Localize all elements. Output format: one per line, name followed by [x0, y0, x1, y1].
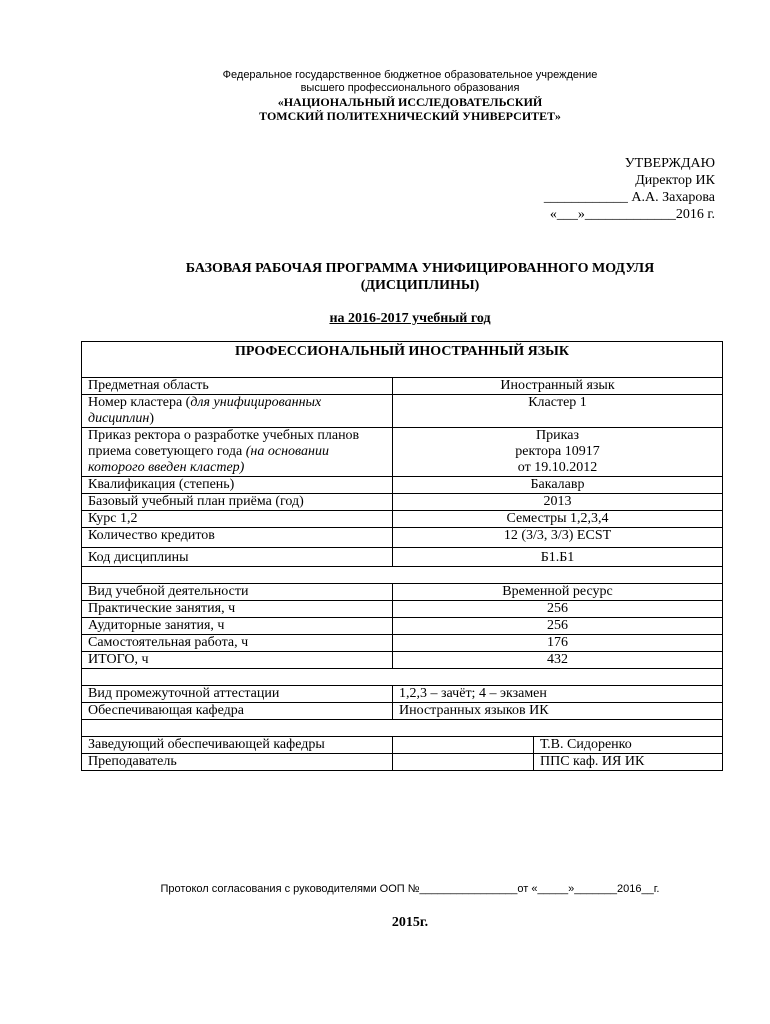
plan-label: Базовый учебный план приёма (год) — [82, 494, 393, 511]
independent-label: Самостоятельная работа, ч — [82, 635, 393, 652]
table-row — [82, 584, 723, 601]
teacher-value: ППС каф. ИЯ ИК — [534, 754, 723, 771]
independent-value: 176 — [393, 635, 723, 652]
approval-date: «___»_____________2016 г. — [549, 207, 715, 222]
header-line-4: ТОМСКИЙ ПОЛИТЕХНИЧЕСКИЙ УНИВЕРСИТЕТ» — [259, 109, 561, 123]
protocol-line: Протокол согласования с руководителями ООП №________________от «_____»_______2016__г. — [160, 883, 660, 895]
discipline-name: ПРОФЕССИОНАЛЬНЫЙ ИНОСТРАННЫЙ ЯЗЫК — [82, 342, 723, 378]
table-row — [82, 635, 723, 652]
total-label: ИТОГО, ч — [82, 652, 393, 669]
institution-header — [80, 69, 740, 123]
table-row — [82, 652, 723, 669]
table-row — [82, 494, 723, 511]
course-label: Курс 1,2 — [82, 511, 393, 528]
code-value: Б1.Б1 — [393, 548, 723, 567]
credits-label: Количество кредитов — [82, 528, 393, 548]
head-label: Заведующий обеспечивающей кафедры — [82, 737, 393, 754]
table-row — [82, 754, 723, 771]
attestation-label: Вид промежуточной аттестации — [82, 686, 393, 703]
cluster-label-end: ) — [149, 411, 155, 426]
table-row — [82, 511, 723, 528]
table-row — [82, 428, 723, 477]
table-row — [82, 737, 723, 754]
table-row — [82, 395, 723, 428]
order-label-text: Приказ ректора о разработке учебных планов приема советующего года — [88, 428, 360, 459]
total-value: 432 — [393, 652, 723, 669]
approve-word: УТВЕРЖДАЮ — [624, 156, 715, 171]
head-value: Т.В. Сидоренко — [534, 737, 723, 754]
program-table — [81, 341, 723, 771]
table-row — [82, 601, 723, 618]
cluster-label-text: Номер кластера ( — [88, 395, 191, 410]
table-row — [82, 378, 723, 395]
spacer-row — [82, 567, 723, 584]
document-title — [80, 260, 760, 294]
order-label-italic: (на основании которого введен кластер) — [88, 444, 329, 475]
approval-block — [544, 155, 715, 223]
cluster-label-italic: для унифицированных дисциплин — [88, 395, 322, 426]
department-value: Иностранных языков ИК — [393, 703, 723, 720]
practical-label: Практические занятия, ч — [82, 601, 393, 618]
plan-value: 2013 — [393, 494, 723, 511]
head-signature-cell — [393, 737, 534, 754]
activity-value: Временной ресурс — [393, 584, 723, 601]
approver-signature: ____________ А.А. Захарова — [543, 190, 715, 205]
code-label: Код дисциплины — [82, 548, 393, 567]
order-value — [393, 428, 723, 477]
auditory-value: 256 — [393, 618, 723, 635]
table-row — [82, 703, 723, 720]
spacer-row — [82, 669, 723, 686]
practical-value: 256 — [393, 601, 723, 618]
attestation-value: 1,2,3 – зачёт; 4 – экзамен — [393, 686, 723, 703]
order-value-line-2: ректора 10917 — [515, 444, 600, 459]
table-row — [82, 686, 723, 703]
table-row — [82, 528, 723, 548]
order-label — [82, 428, 393, 477]
department-label: Обеспечивающая кафедра — [82, 703, 393, 720]
course-value: Семестры 1,2,3,4 — [393, 511, 723, 528]
header-line-3: «НАЦИОНАЛЬНЫЙ ИССЛЕДОВАТЕЛЬСКИЙ — [277, 95, 543, 109]
qualification-value: Бакалавр — [393, 477, 723, 494]
credits-value: 12 (3/3, 3/3) ECST — [393, 528, 723, 548]
table-row — [82, 618, 723, 635]
table-row — [82, 548, 723, 567]
subject-area-label: Предметная область — [82, 378, 393, 395]
approver-position: Директор ИК — [635, 173, 715, 188]
title-line-2: (ДИСЦИПЛИНЫ) — [360, 278, 480, 293]
academic-year: на 2016-2017 учебный год — [329, 311, 491, 326]
cluster-label — [82, 395, 393, 428]
teacher-label: Преподаватель — [82, 754, 393, 771]
spacer-row — [82, 720, 723, 737]
auditory-label: Аудиторные занятия, ч — [82, 618, 393, 635]
table-row — [82, 477, 723, 494]
qualification-label: Квалификация (степень) — [82, 477, 393, 494]
order-value-line-1: Приказ — [536, 428, 579, 443]
header-line-1: Федеральное государственное бюджетное образовательное учреждение — [222, 69, 598, 81]
subject-area-value: Иностранный язык — [393, 378, 723, 395]
cluster-value: Кластер 1 — [393, 395, 723, 428]
document-year: 2015г. — [391, 915, 429, 930]
activity-label: Вид учебной деятельности — [82, 584, 393, 601]
header-line-2: высшего профессионального образования — [300, 82, 520, 94]
order-value-line-3: от 19.10.2012 — [517, 460, 598, 475]
table-row — [82, 342, 723, 378]
teacher-signature-cell — [393, 754, 534, 771]
title-line-1: БАЗОВАЯ РАБОЧАЯ ПРОГРАММА УНИФИЦИРОВАННОГО МОДУЛЯ — [185, 261, 655, 276]
